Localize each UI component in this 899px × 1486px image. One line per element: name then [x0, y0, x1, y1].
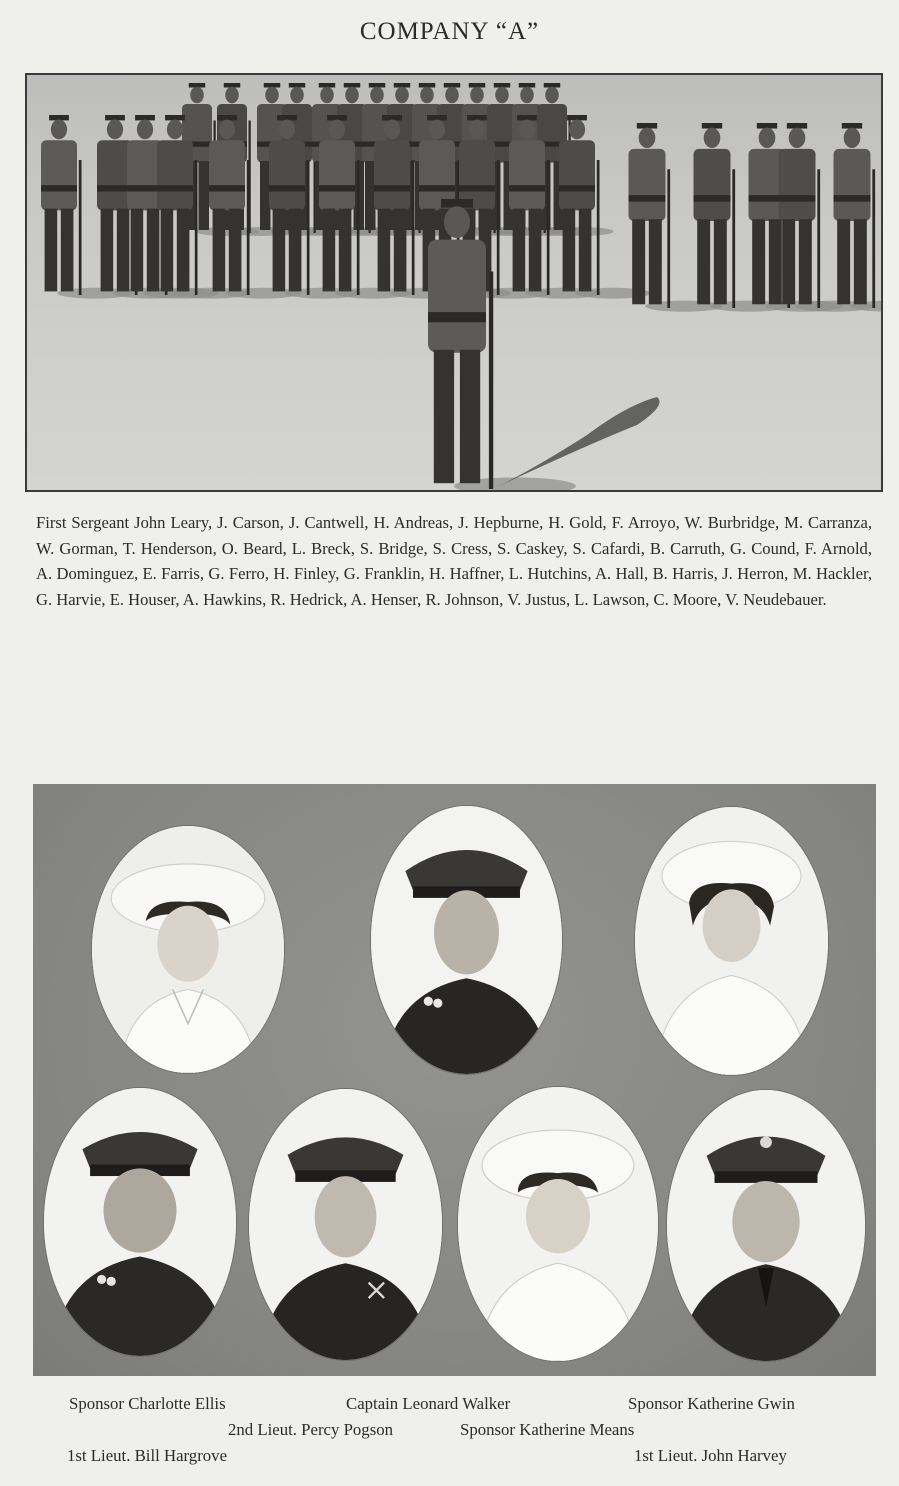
soldier-figure	[157, 115, 198, 295]
roster-text: First Sergeant John Leary, J. Carson, J. Cantwell, H. Andreas, J. Hepburne, H. Gold, F. Arroyo, W. Burbridge, M. Carranza, W. Gorman, T. Henderson, O. Beard, L. Breck, S. Bridge, S. Cress, S. Caskey, S. Cafardi, B. Carruth, G. Cound, F. Arnold, A. Dominguez, E. Farris, G. Ferro, H. Finley, G. Franklin, H. Haffner, L. Hutchins, A. Hall, B. Harris, J. Herron, M. Hackler, G. Harvie, E. Houser, A. Hawkins, R. Hedrick, A. Henser, R. Johnson, V. Justus, L. Lawson, C. Moore, V. Neudebauer.	[36, 513, 872, 609]
soldier-figure	[559, 115, 600, 295]
caption-sponsor-katherine-gwin: Sponsor Katherine Gwin	[628, 1394, 795, 1413]
caption-lieut-john-harvey: 1st Lieut. John Harvey	[634, 1446, 787, 1465]
page-title: COMPANY “A”	[359, 18, 540, 45]
caption-captain-leonard-walker: Captain Leonard Walker	[346, 1394, 511, 1413]
caption-sponsor-charlotte-ellis: Sponsor Charlotte Ellis	[69, 1394, 226, 1413]
caption-sponsor-katherine-means: Sponsor Katherine Means	[460, 1420, 635, 1439]
soldier-figure	[509, 115, 550, 295]
soldier-figure	[694, 123, 736, 308]
soldier-figure	[629, 123, 671, 308]
company-group-photo-drawing	[27, 75, 881, 490]
soldier-figure	[41, 115, 82, 295]
portrait-captain-leonard-walker	[370, 805, 563, 1075]
officer-shadow	[497, 397, 660, 487]
portrait-sponsor-charlotte-ellis	[91, 825, 285, 1074]
portrait-panel	[33, 784, 876, 1376]
soldier-figure	[209, 115, 250, 295]
soldier-figure	[428, 199, 493, 489]
company-group-photo	[25, 73, 883, 492]
portrait-lieut-percy-pogson	[248, 1088, 443, 1361]
soldier-figure	[319, 115, 360, 295]
portrait-sponsor-katherine-gwin	[634, 806, 829, 1076]
portrait-sponsor-katherine-means	[457, 1086, 659, 1362]
caption-lieut-percy-pogson: 2nd Lieut. Percy Pogson	[228, 1420, 394, 1439]
soldier-figure	[779, 123, 821, 308]
soldier-figure	[269, 115, 310, 295]
soldier-figure	[374, 115, 415, 295]
caption-lieut-bill-hargrove: 1st Lieut. Bill Hargrove	[67, 1446, 228, 1465]
portrait-lieut-john-harvey	[666, 1089, 866, 1362]
soldier-figure	[834, 123, 876, 308]
portrait-lieut-bill-hargrove	[43, 1087, 237, 1357]
